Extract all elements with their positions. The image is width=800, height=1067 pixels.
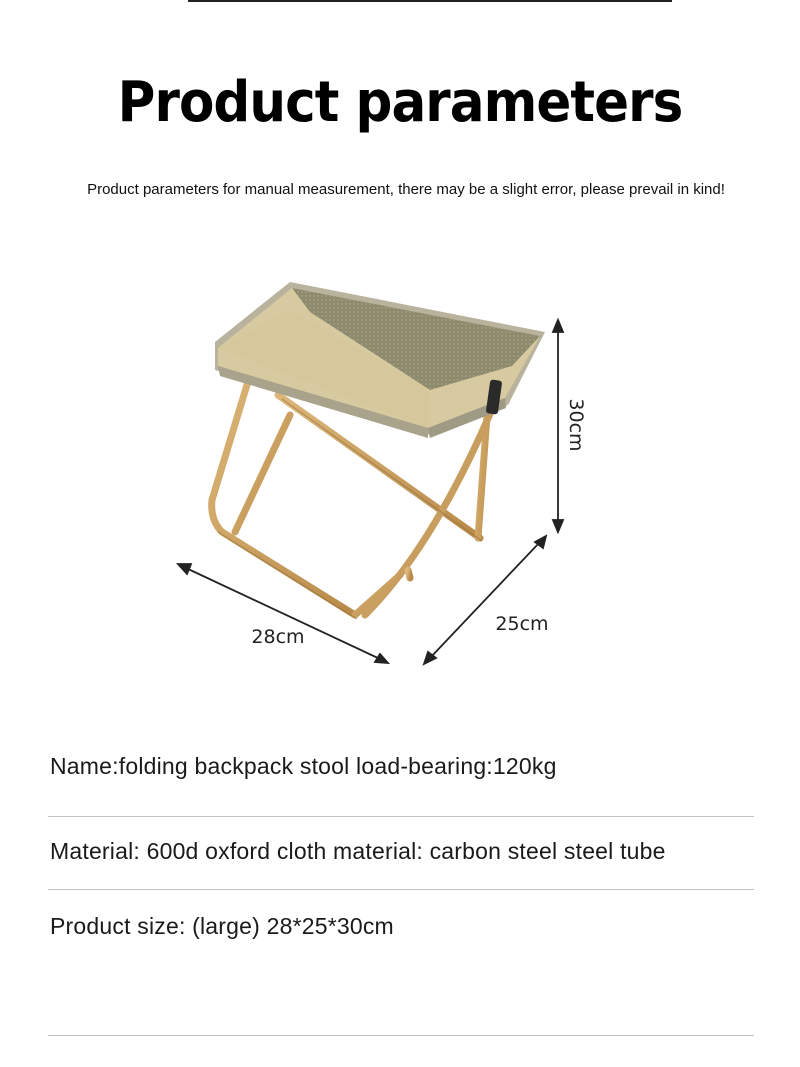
page-title: Product parameters — [117, 70, 683, 135]
height-label: 30cm — [565, 398, 587, 452]
stool-dimension-illustration — [160, 270, 600, 680]
spec-name: Name:folding backpack stool load-bearing:120kg — [50, 753, 557, 779]
top-divider — [188, 0, 672, 2]
depth-label: 25cm — [495, 613, 549, 635]
divider — [48, 889, 754, 890]
spec-material: Material: 600d oxford cloth material: carbon steel steel tube — [50, 838, 666, 864]
spec-size: Product size: (large) 28*25*30cm — [50, 913, 394, 939]
width-label: 28cm — [251, 626, 305, 648]
divider — [48, 816, 754, 817]
stool-seat — [215, 282, 545, 438]
measurement-note: Product parameters for manual measurement, there may be a slight error, please prevail in kind! — [87, 181, 725, 198]
divider — [48, 1035, 754, 1036]
